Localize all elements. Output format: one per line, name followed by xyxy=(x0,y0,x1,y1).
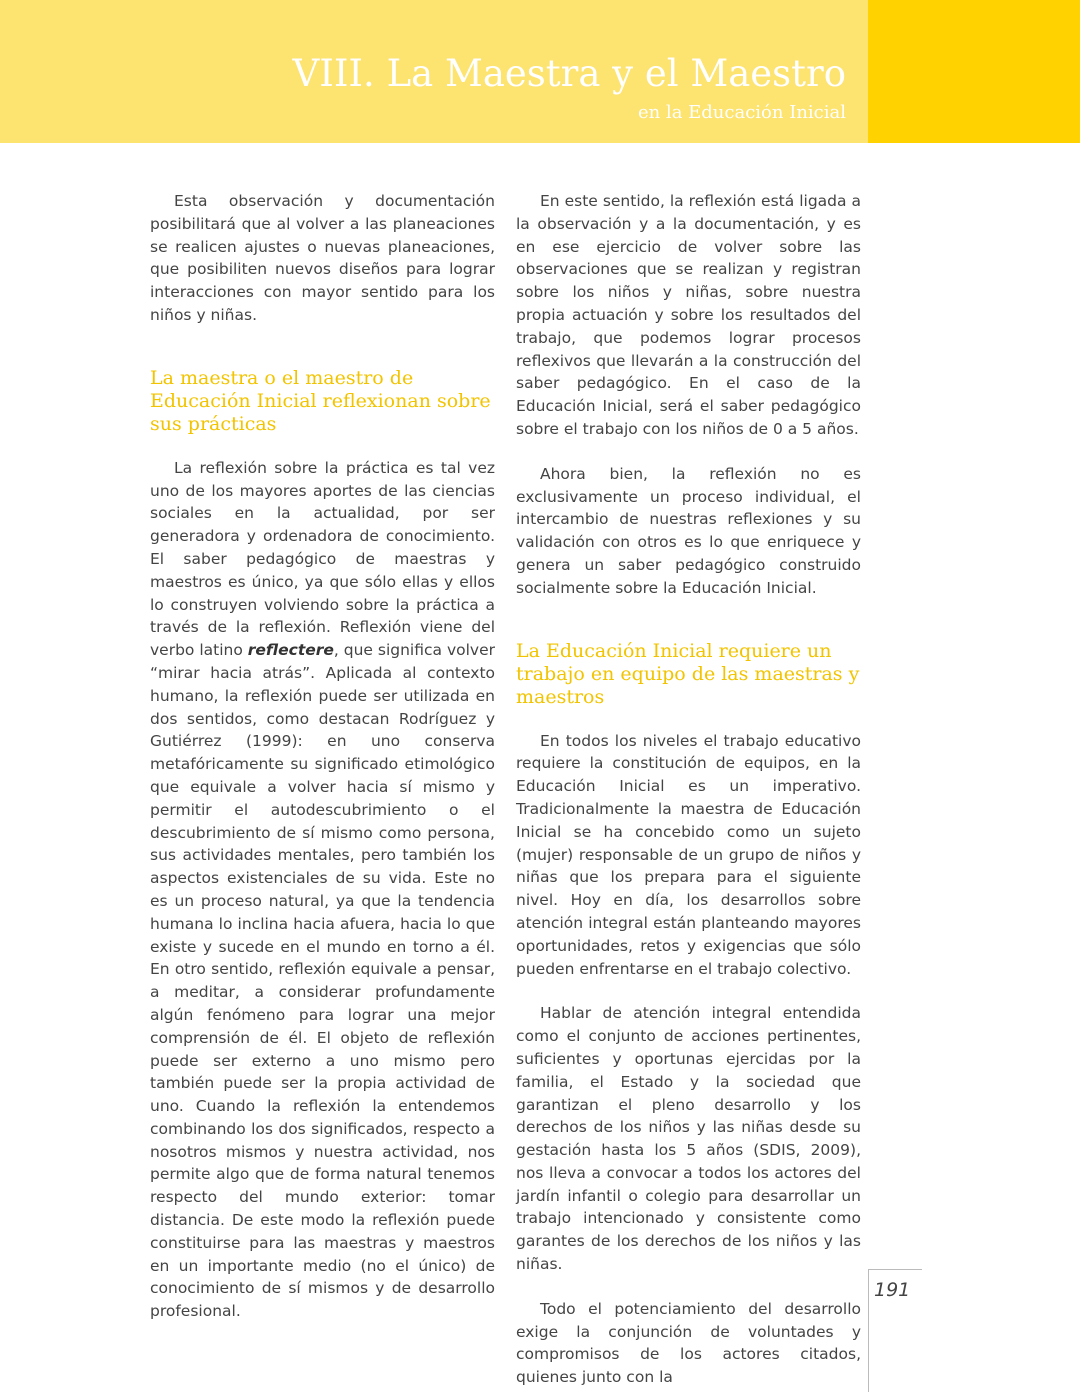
right-paragraph-2: Ahora bien, la reflexión no es exclusivamente un proceso individual, el intercambio de nuestras reflexiones y su validación con otros es lo que enriquece y genera un saber pedagógico construido socialmente sobre la Educación Inicial. xyxy=(516,464,861,597)
right-paragraph-1: En este sentido, la reflexión está ligada a la observación y a la documentación, y es en ese ejercicio de volver sobre las observaciones que se realizan y registran sobre los niños y niñas, sobre nuestra propia actuación y sobre los resultados del trabajo, que podemos lograr procesos reflexivos que llevarán a la construcción del saber pedagógico. En el caso de la Educación Inicial, será el saber pedagógico sobre el trabajo con los niños de 0 a 5 años. xyxy=(516,192,861,438)
section-heading-reflexion: La maestra o el maestro de Educación Inicial reflexionan sobre sus prácticas xyxy=(150,366,491,435)
chapter-title: VIII. La Maestra y el Maestro xyxy=(292,52,846,95)
right-paragraph-4: Hablar de atención integral entendida como el conjunto de acciones pertinentes, suficientes y oportunas ejercidas por la familia, el Estado y la sociedad que garantizan el pleno desarrollo y los derechos de los niños y las niñas desde su gestación hasta los 5 años (SDIS, 2009), nos lleva a convocar a todos los actores del jardín infantil o colegio para desarrollar un trabajo intencionado y consistente como garantes de los derechos de los niños y las niñas. xyxy=(516,1004,861,1274)
left-column xyxy=(150,190,495,1323)
right-paragraph-3: En todos los niveles el trabajo educativo requiere la constitución de equipos, en la Educación Inicial es un imperativo. Tradicionalmente la maestra de Educación Inicial se ha concebido como un sujeto (mujer) responsable de un grupo de niños y niñas que los prepara para el siguiente nivel. Hoy en día, los desarrollos sobre atención integral están planteando mayores oportunidades, retos y exigencias que sólo pueden enfrentarse en el trabajo colectivo. xyxy=(516,731,861,978)
latin-term: reflectere xyxy=(247,641,334,660)
left-paragraph-2-part-a: La reflexión sobre la práctica es tal vez uno de los mayores aportes de las ciencias sociales en la actualidad, por ser generadora y ordenadora de conocimiento. El saber pedagógico de maestras y maestros es único, ya que sólo ellas y ellos lo construyen volviendo sobre la práctica a través de la reflexión. Reflexión viene del verbo latino xyxy=(150,458,495,660)
page-number: 191 xyxy=(874,1279,911,1301)
right-paragraph-5: Todo el potenciamiento del desarrollo exige la conjunción de voluntades y compromisos de los actores citados, quienes junto con la xyxy=(516,1299,861,1387)
chapter-subtitle: en la Educación Inicial xyxy=(637,102,846,123)
section-heading-trabajo-equipo: La Educación Inicial requiere un trabajo en equipo de las maestras y maestros xyxy=(516,639,860,708)
header-accent-block xyxy=(868,0,1080,143)
page-number-rule-vertical xyxy=(868,1269,869,1392)
page-number-rule-horizontal xyxy=(868,1269,922,1270)
right-column xyxy=(516,190,861,1389)
left-paragraph-1: Esta observación y documentación posibilitará que al volver a las planeaciones se realicen ajustes o nuevas planeaciones, que posibiliten nuevos diseños para lograr interacciones con mayor sentido para los niños y niñas. xyxy=(150,192,495,324)
left-paragraph-2-part-b: , que significa volver “mirar hacia atrás”. Aplicada al contexto humano, la reflexión puede ser utilizada en dos sentidos, como destacan Rodríguez y Gutiérrez (1999): en uno conserva metafóricamente su significado etimológico que equivale a volver hacia sí mismo y permitir el autodescubrimiento o el descubrimiento de sí mismo como persona, sus actividades mentales, pero también los aspectos existenciales de su vida. Este no es un proceso natural, ya que la tendencia humana lo inclina hacia afuera, hacia lo que existe y sucede en el mundo en torno a él. En otro sentido, reflexión equivale a pensar, a meditar, a considerar profundamente algún fenómeno para lograr una mejor comprensión de él. El objeto de reflexión puede ser externo a uno mismo pero también puede ser la propia actividad de uno. Cuando la reflexión la entendemos combinando los dos significados, respecto a nosotros mismos y nuestra actividad, nos permite algo que de forma natural tenemos respecto del mundo exterior: tomar distancia. De este modo la reflexión puede constituirse para las maestras y maestros en un importante medio (no el único) de conocimiento de sí mismos y de desarrollo profesional. xyxy=(150,641,495,1321)
left-paragraph-2 xyxy=(150,457,495,1323)
